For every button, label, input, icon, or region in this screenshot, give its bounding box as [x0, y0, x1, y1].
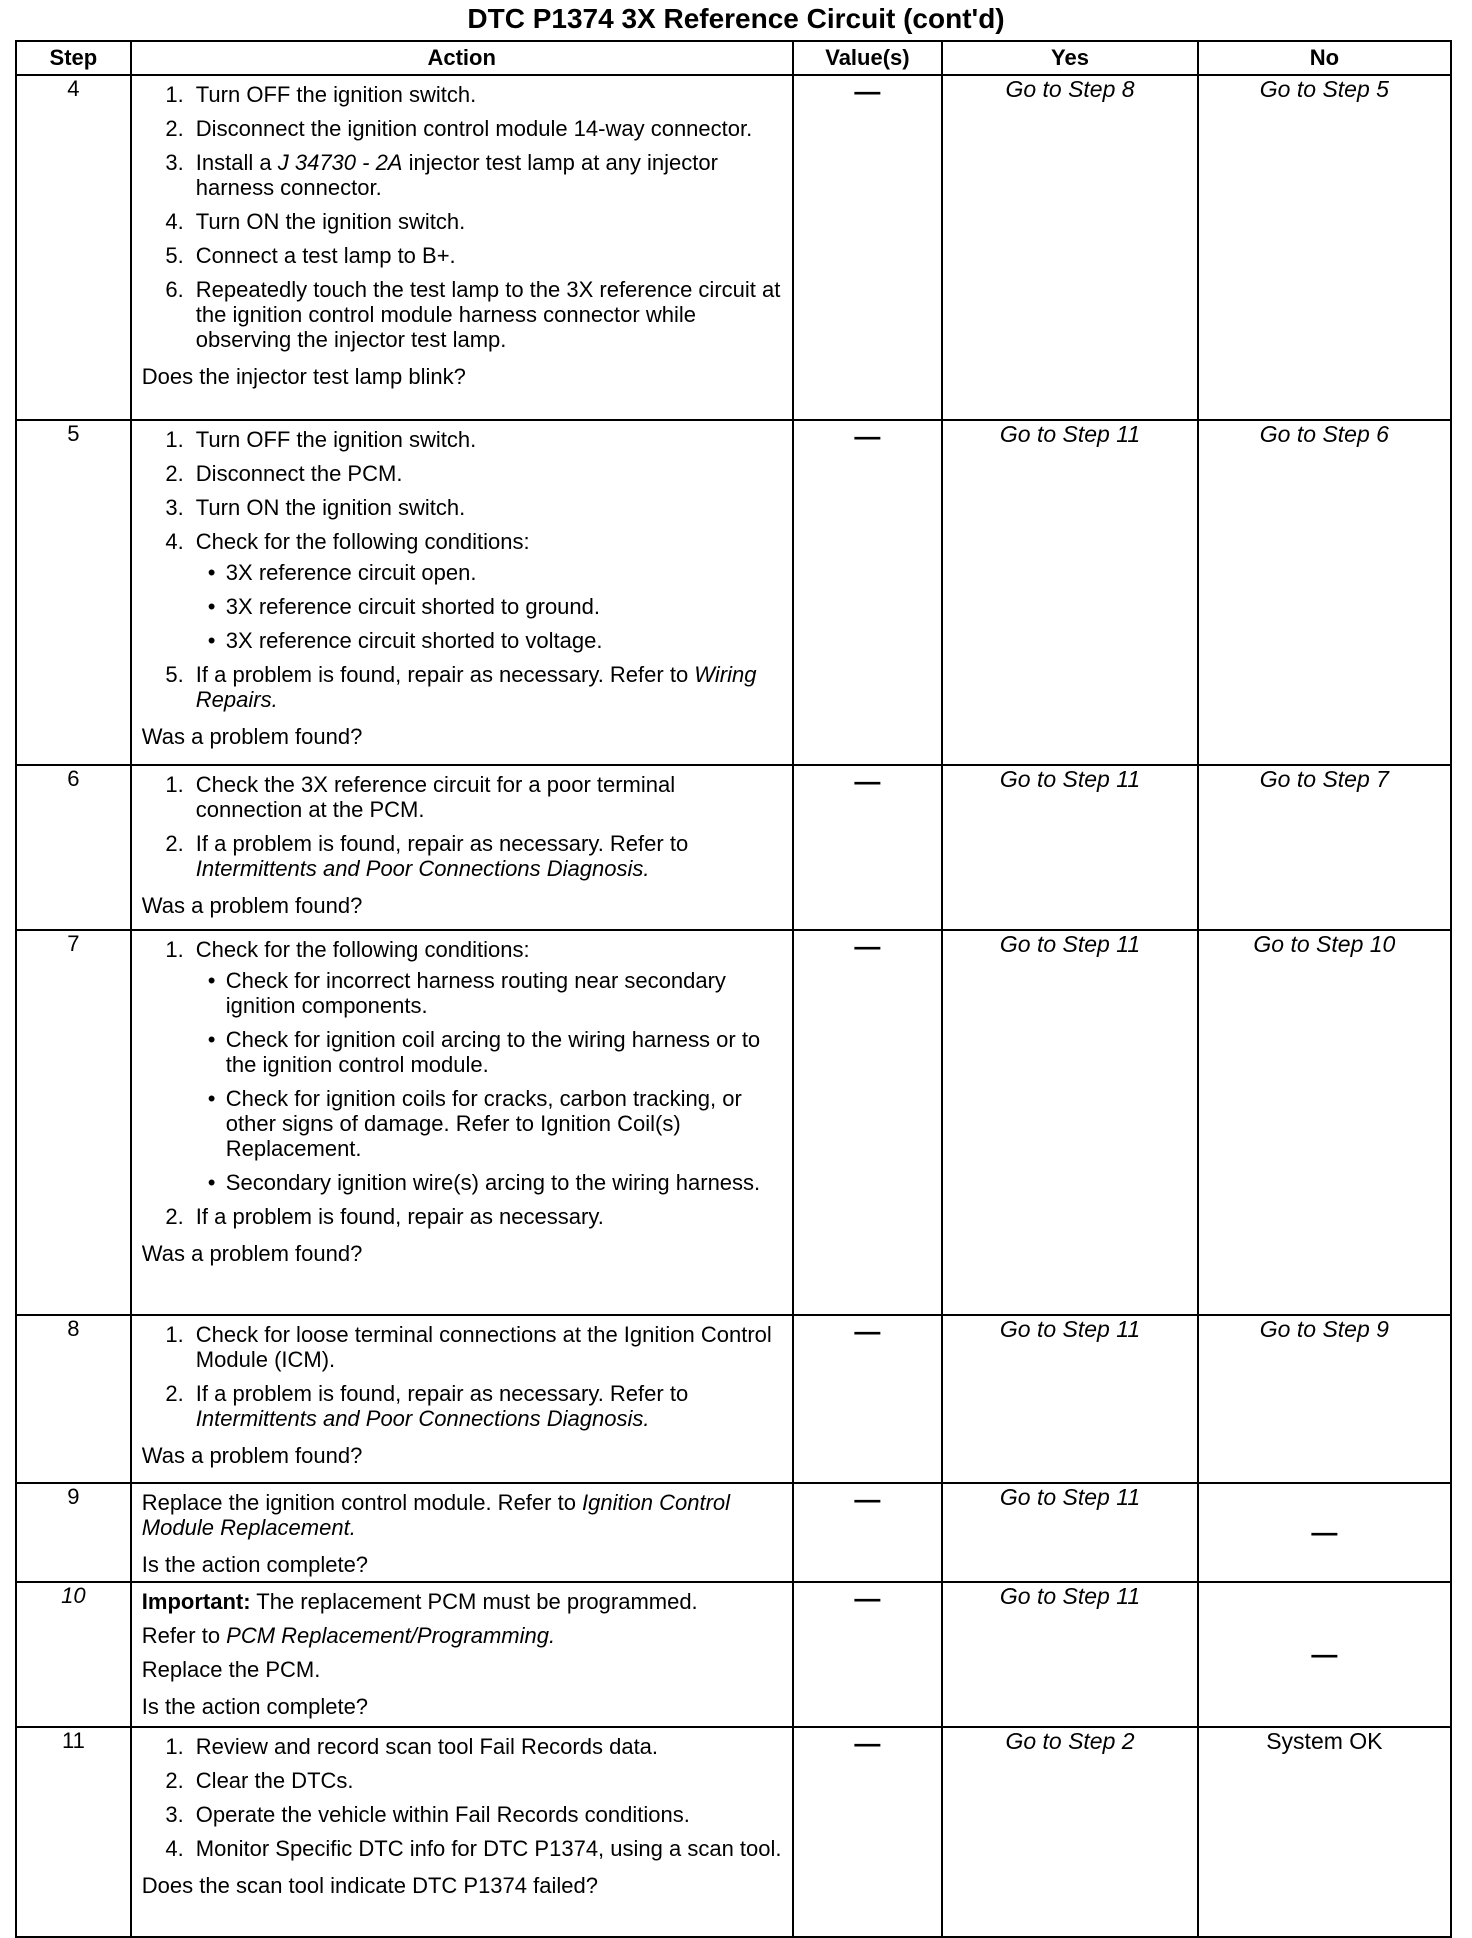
action-question: Does the injector test lamp blink?: [141, 364, 466, 389]
yes-cell: Go to Step 11: [942, 930, 1197, 1315]
action-item: 6. Repeatedly touch the test lamp to the 3X reference circuit at the ignition control module harness connector while observing the injector test lamp.: [190, 277, 782, 352]
step-number: 8: [16, 1315, 131, 1483]
action-item: 1. Check for loose terminal connections at the Ignition Control Module (ICM).: [190, 1322, 782, 1372]
condition-bullet: • 3X reference circuit shorted to ground.: [226, 594, 782, 619]
no-cell: Go to Step 6: [1198, 420, 1451, 765]
action-item: 3. Operate the vehicle within Fail Records conditions.: [190, 1802, 782, 1827]
action-item: 2. If a problem is found, repair as necessary. Refer to Intermittents and Poor Connections Diagnosis.: [190, 831, 782, 881]
action-item: 1. Turn OFF the ignition switch.: [190, 82, 782, 107]
action-item: 2. Clear the DTCs.: [190, 1768, 782, 1793]
no-cell: Go to Step 7: [1198, 765, 1451, 930]
action-item: 4. Check for the following conditions: • 3X reference circuit open. • 3X reference circuit shorted to ground. • 3X reference circuit shorted to voltage.: [190, 529, 782, 653]
table-row: [16, 1582, 1451, 1727]
action-item: 2. Disconnect the PCM.: [190, 461, 782, 486]
action-item: 5. Connect a test lamp to B+.: [190, 243, 782, 268]
value-cell: —: [793, 420, 943, 765]
action-line: Refer to PCM Replacement/Programming.: [141, 1623, 556, 1648]
action-item: 2. Disconnect the ignition control module 14-way connector.: [190, 116, 782, 141]
action-item: 1. Check for the following conditions: • Check for incorrect harness routing near secondary ignition components. • Check for ignition coil arcing to the wiring harness or to the ignition control module. • Check for ignition coils for cracks, carbon tracking, or other signs of damage. Refer to Ignition Coil(s) Replacement. • Secondary ignition wire(s) arcing to the wiring harness.: [190, 937, 782, 1195]
condition-bullet: • Check for ignition coil arcing to the wiring harness or to the ignition control module.: [226, 1027, 782, 1077]
page-title: DTC P1374 3X Reference Circuit (cont'd): [467, 3, 1005, 34]
action-item: 4. Turn ON the ignition switch.: [190, 209, 782, 234]
yes-cell: Go to Step 11: [942, 1483, 1197, 1582]
step-number: 4: [16, 75, 131, 420]
table-row: [16, 765, 1451, 930]
no-cell: —: [1198, 1582, 1451, 1727]
table-row: [16, 1483, 1451, 1582]
table-row: [16, 420, 1451, 765]
action-cell: [131, 930, 793, 1315]
table-row: [16, 75, 1451, 420]
yes-cell: Go to Step 8: [942, 75, 1197, 420]
yes-cell: Go to Step 11: [942, 765, 1197, 930]
step-number: 7: [16, 930, 131, 1315]
action-item: 3. Install a J 34730 - 2A injector test lamp at any injector harness connector.: [190, 150, 782, 200]
important-note: Important: The replacement PCM must be programmed.: [141, 1589, 698, 1614]
action-question: Was a problem found?: [141, 1241, 363, 1266]
action-line: Replace the PCM.: [141, 1657, 321, 1682]
value-cell: —: [793, 765, 943, 930]
step-number: 10: [16, 1582, 131, 1727]
action-item: 1. Check the 3X reference circuit for a poor terminal connection at the PCM.: [190, 772, 782, 822]
step-number: 6: [16, 765, 131, 930]
condition-bullet: • Secondary ignition wire(s) arcing to the wiring harness.: [226, 1170, 782, 1195]
yes-cell: Go to Step 11: [942, 1582, 1197, 1727]
action-item: 2. If a problem is found, repair as necessary. Refer to Intermittents and Poor Connections Diagnosis.: [190, 1381, 782, 1431]
value-cell: —: [793, 1483, 943, 1582]
table-header-row: [16, 41, 1451, 75]
action-item: 1. Turn OFF the ignition switch.: [190, 427, 782, 452]
condition-bullet: • Check for ignition coils for cracks, carbon tracking, or other signs of damage. Refer to Ignition Coil(s) Replacement.: [226, 1086, 782, 1161]
action-question: Was a problem found?: [141, 724, 363, 749]
table-row: [16, 930, 1451, 1315]
yes-cell: Go to Step 11: [942, 1315, 1197, 1483]
table-row: [16, 1727, 1451, 1937]
value-cell: —: [793, 930, 943, 1315]
value-cell: —: [793, 1727, 943, 1937]
no-cell: Go to Step 10: [1198, 930, 1451, 1315]
action-item: 2. If a problem is found, repair as necessary.: [190, 1204, 782, 1229]
table-row: [16, 1315, 1451, 1483]
step-number: 9: [16, 1483, 131, 1582]
no-cell: Go to Step 5: [1198, 75, 1451, 420]
action-item: 1. Review and record scan tool Fail Records data.: [190, 1734, 782, 1759]
value-cell: —: [793, 1315, 943, 1483]
action-question: Was a problem found?: [141, 893, 363, 918]
header-values: Value(s): [793, 41, 943, 75]
action-cell: [131, 1483, 793, 1582]
action-item: 3. Turn ON the ignition switch.: [190, 495, 782, 520]
action-cell: [131, 1315, 793, 1483]
condition-bullet: • Check for incorrect harness routing near secondary ignition components.: [226, 968, 782, 1018]
condition-bullet: • 3X reference circuit shorted to voltage.: [226, 628, 782, 653]
no-cell: System OK: [1198, 1727, 1451, 1937]
condition-bullet: • 3X reference circuit open.: [226, 560, 782, 585]
action-cell: [131, 1582, 793, 1727]
header-no: No: [1198, 41, 1451, 75]
diagnostic-table: [15, 40, 1452, 1938]
header-action: Action: [131, 41, 793, 75]
action-line: Replace the ignition control module. Refer to Ignition Control Module Replacement.: [141, 1490, 731, 1540]
action-cell: [131, 420, 793, 765]
action-cell: [131, 765, 793, 930]
action-item: 4. Monitor Specific DTC info for DTC P1374, using a scan tool.: [190, 1836, 782, 1861]
action-question: Does the scan tool indicate DTC P1374 failed?: [141, 1873, 598, 1898]
action-item: 5. If a problem is found, repair as necessary. Refer to Wiring Repairs.: [190, 662, 782, 712]
value-cell: —: [793, 75, 943, 420]
step-number: 11: [16, 1727, 131, 1937]
header-yes: Yes: [942, 41, 1197, 75]
action-cell: [131, 75, 793, 420]
yes-cell: Go to Step 11: [942, 420, 1197, 765]
action-question: Is the action complete?: [141, 1694, 369, 1719]
value-cell: —: [793, 1582, 943, 1727]
step-number: 5: [16, 420, 131, 765]
action-question: Was a problem found?: [141, 1443, 363, 1468]
action-question: Is the action complete?: [141, 1552, 369, 1577]
yes-cell: Go to Step 2: [942, 1727, 1197, 1937]
header-step: Step: [16, 41, 131, 75]
action-cell: [131, 1727, 793, 1937]
no-cell: Go to Step 9: [1198, 1315, 1451, 1483]
no-cell: —: [1198, 1483, 1451, 1582]
